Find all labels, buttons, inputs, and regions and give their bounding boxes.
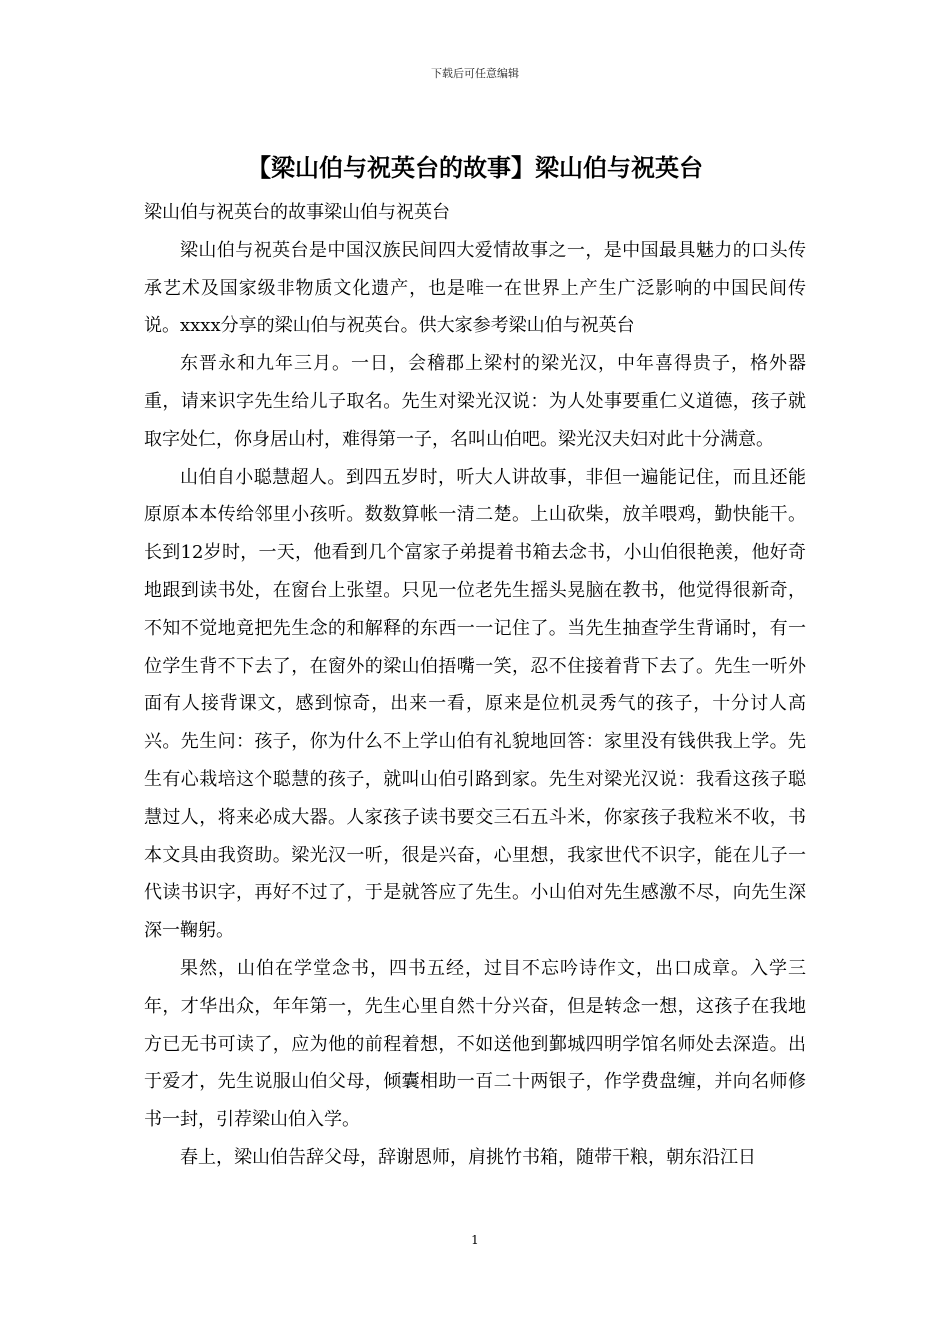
- paragraph: 果然，山伯在学堂念书，四书五经，过目不忘吟诗作文，出口成章。入学三年，才华出众，年年第一，先生心里自然十分兴奋，但是转念一想，这孩子在我地方已无书可读了，应为他的前程着想，不如送他到鄞城四明学馆名师处去深造。出于爱才，先生说服山伯父母，倾囊相助一百二十两银子，作学费盘缠，并向名师修书一封，引荐梁山伯入学。: [144, 957, 806, 1131]
- paragraph: 东晋永和九年三月。一日，会稽郡上梁村的梁光汉，中年喜得贵子，格外器重，请来识字先生给儿子取名。先生对梁光汉说：为人处事要重仁义道德，孩子就取字处仁，你身居山村，难得第一子，名叫山伯吧。梁光汉夫妇对此十分满意。: [144, 353, 806, 450]
- document-title: 【梁山伯与祝英台的故事】梁山伯与祝英台: [247, 154, 703, 182]
- paragraph: 春上，梁山伯告辞父母，辞谢恩师，肩挑竹书箱，随带干粮，朝东沿江日: [180, 1146, 756, 1168]
- paragraph: 山伯自小聪慧超人。到四五岁时，听大人讲故事，非但一遍能记住，而且还能原原本本传给邻里小孩听。数数算帐一清二楚。上山砍柴，放羊喂鸡，勤快能干。长到12岁时，一天，他看到几个富家子弟提着书箱去念书，小山伯很艳羡，他好奇地跟到读书处，在窗台上张望。只见一位老先生摇头晃脑在教书，他觉得很新奇，不知不觉地竟把先生念的和解释的东西一一记住了。当先生抽查学生背诵时，有一位学生背不下去了，在窗外的梁山伯捂嘴一笑，忍不住接着背下去了。先生一听外面有人接背课文，感到惊奇，出来一看，原来是位机灵秀气的孩子，十分讨人高兴。先生问：孩子，你为什么不上学山伯有礼貌地回答：家里没有钱供我上学。先生有心栽培这个聪慧的孩子，就叫山伯引路到家。先生对梁光汉说：我看这孩子聪慧过人，将来必成大器。人家孩子读书要交三石五斗米，你家孩子我粒米不收，书本文具由我资助。梁光汉一听，很是兴奋，心里想，我家世代不识字，能在儿子一代读书识字，再好不过了，于是就答应了先生。小山伯对先生感激不尽，向先生深深一鞠躬。: [144, 466, 806, 942]
- page-header: 下载后可任意编辑: [431, 67, 519, 80]
- page-number: 1: [471, 1233, 479, 1247]
- document-subtitle: 梁山伯与祝英台的故事梁山伯与祝英台: [144, 202, 450, 223]
- paragraph: 梁山伯与祝英台是中国汉族民间四大爱情故事之一，是中国最具魅力的口头传承艺术及国家级非物质文化遗产，也是唯一在世界上产生广泛影响的中国民间传说。xxxx分享的梁山伯与祝英台。供大家参考梁山伯与祝英台: [144, 239, 806, 337]
- document-body: [144, 194, 806, 1177]
